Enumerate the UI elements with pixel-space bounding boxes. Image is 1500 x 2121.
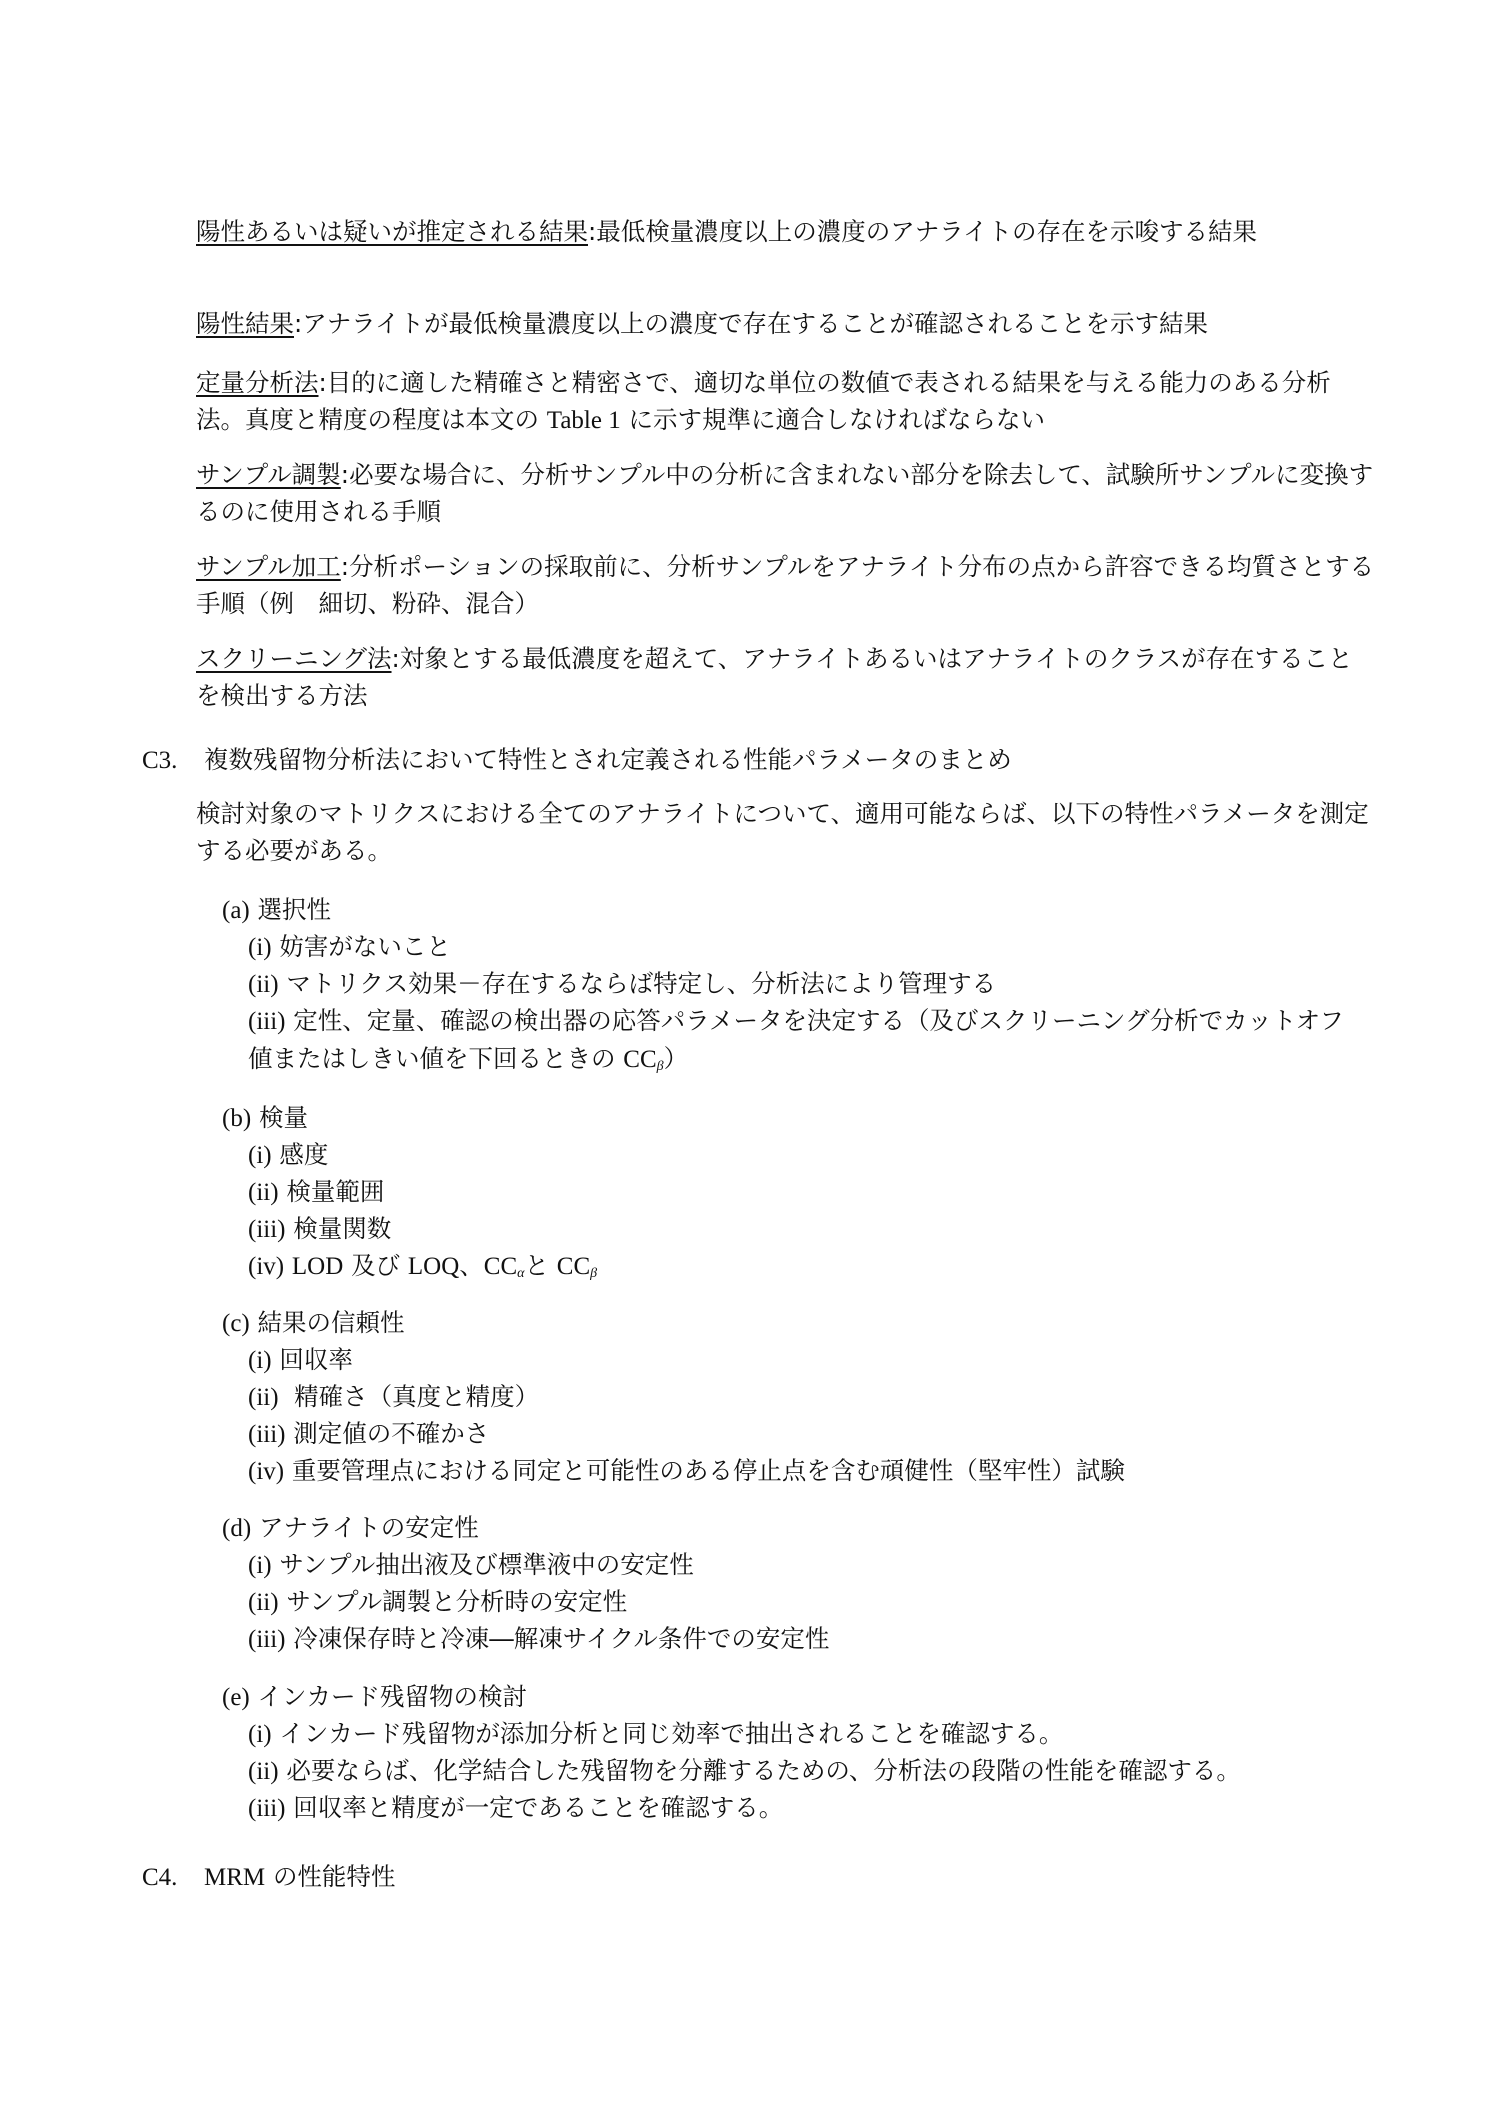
list-item: (iii) 検量関数 bbox=[248, 1214, 392, 1243]
section-number: C4. bbox=[142, 1864, 178, 1891]
section-heading-c3 bbox=[142, 741, 1012, 779]
definition-text: 対象とする最低濃度を超えて、アナライトあるいはアナライトのクラスが存在することを検出する方法 bbox=[196, 644, 1353, 710]
group-heading-a: (a) 選択性 bbox=[222, 895, 332, 924]
section-number: C3. bbox=[142, 747, 178, 774]
group-heading-e: (e) インカード残留物の検討 bbox=[222, 1682, 528, 1711]
definition-text: 必要な場合に、分析サンプル中の分析に含まれない部分を除去して、試験所サンプルに変換するのに使用される手順 bbox=[196, 460, 1374, 526]
list-item: (ii) サンプル調製と分析時の安定性 bbox=[248, 1587, 628, 1616]
definition-term: サンプル加工 bbox=[196, 552, 341, 581]
definition-separator: : bbox=[318, 368, 327, 397]
table-reference: Table 1 bbox=[546, 407, 621, 434]
list-item: (i) インカード残留物が添加分析と同じ効率で抽出されることを確認する。 bbox=[248, 1719, 1064, 1748]
definition-separator: : bbox=[391, 644, 400, 673]
list-item: (iv) 重要管理点における同定と可能性のある停止点を含む頑健性（堅牢性）試験 bbox=[248, 1456, 1125, 1485]
list-item: (ii) 検量範囲 bbox=[248, 1177, 385, 1206]
list-item: (ii) 必要ならば、化学結合した残留物を分離するための、分析法の段階の性能を確認する。 bbox=[248, 1756, 1241, 1785]
definition-screening-method bbox=[196, 640, 1376, 714]
cc-alpha: CC bbox=[483, 1253, 518, 1280]
definition-positive-presumptive bbox=[196, 213, 1376, 250]
list-item: (ii) マトリクス効果－存在するならば特定し、分析法により管理する bbox=[248, 969, 997, 998]
list-item: (ii) 精確さ（真度と精度） bbox=[248, 1382, 540, 1411]
definition-term: 陽性あるいは疑いが推定される結果 bbox=[196, 217, 588, 246]
section-title: の性能特性 bbox=[272, 1862, 396, 1891]
list-item: (i) 感度 bbox=[248, 1140, 329, 1169]
list-item: (i) サンプル抽出液及び標準液中の安定性 bbox=[248, 1550, 694, 1579]
section-intro: 検討対象のマトリクスにおける全てのアナライトについて、適用可能ならば、以下の特性パラメータを測定する必要がある。 bbox=[196, 799, 1369, 865]
definition-positive-result bbox=[196, 305, 1376, 342]
group-heading-c: (c) 結果の信頼性 bbox=[222, 1308, 405, 1337]
definition-separator: : bbox=[294, 309, 303, 338]
cc-beta: CC bbox=[556, 1253, 591, 1280]
list-item: (iv) LOD 及び LOQ、$CC_\alpha$と $CC_\beta$ bbox=[248, 1251, 598, 1281]
definition-text-continued: に示す規準に適合しなければならない bbox=[620, 405, 1046, 434]
definition-text: 最低検量濃度以上の濃度のアナライトの存在を示唆する結果 bbox=[596, 217, 1258, 246]
definition-quantitative-method bbox=[196, 364, 1376, 439]
list-item: (i) 妨害がないこと bbox=[248, 932, 451, 961]
definition-term: 定量分析法 bbox=[196, 368, 319, 397]
list-item: (iii) 測定値の不確かさ bbox=[248, 1419, 490, 1448]
group-heading-b: (b) 検量 bbox=[222, 1103, 308, 1132]
definition-sample-processing bbox=[196, 548, 1376, 622]
definition-separator: : bbox=[340, 460, 350, 489]
list-item: (iii) 回収率と精度が一定であることを確認する。 bbox=[248, 1793, 784, 1822]
list-item: (iii) 定性、定量、確認の検出器の応答パラメータを決定する（及びスクリーニング分析でカットオフ値またはしきい値を下回るときの $CC_\beta$） bbox=[248, 1006, 1344, 1074]
list-item: (iii) 冷凍保存時と冷凍―解凍サイクル条件での安定性 bbox=[248, 1624, 830, 1653]
group-heading-d: (d) アナライトの安定性 bbox=[222, 1513, 479, 1542]
definition-text: 目的に適した精確さと精密さで、適切な単位の数値で表される結果を与える能力のある分析法。真度と精度の程度は本文の bbox=[196, 368, 1331, 434]
definition-term: 陽性結果 bbox=[196, 309, 294, 338]
definition-separator: : bbox=[588, 217, 597, 246]
section-title: 複数残留物分析法において特性とされ定義される性能パラメータのまとめ bbox=[204, 745, 1012, 774]
section-heading-c4: C4. MRM の性能特性 bbox=[142, 1858, 395, 1896]
cc-beta: CC bbox=[623, 1046, 657, 1073]
list-item: (i) 回収率 bbox=[248, 1345, 353, 1374]
definition-separator: : bbox=[340, 552, 350, 581]
definition-term: スクリーニング法 bbox=[196, 644, 392, 673]
definition-term: サンプル調製 bbox=[196, 460, 341, 489]
definition-sample-preparation bbox=[196, 456, 1376, 530]
definition-text: 分析ポーションの採取前に、分析サンプルをアナライト分布の点から許容できる均質さとする手順（例 細切、粉砕、混合） bbox=[196, 552, 1375, 618]
definition-text: アナライトが最低検量濃度以上の濃度で存在することが確認されることを示す結果 bbox=[302, 309, 1209, 338]
